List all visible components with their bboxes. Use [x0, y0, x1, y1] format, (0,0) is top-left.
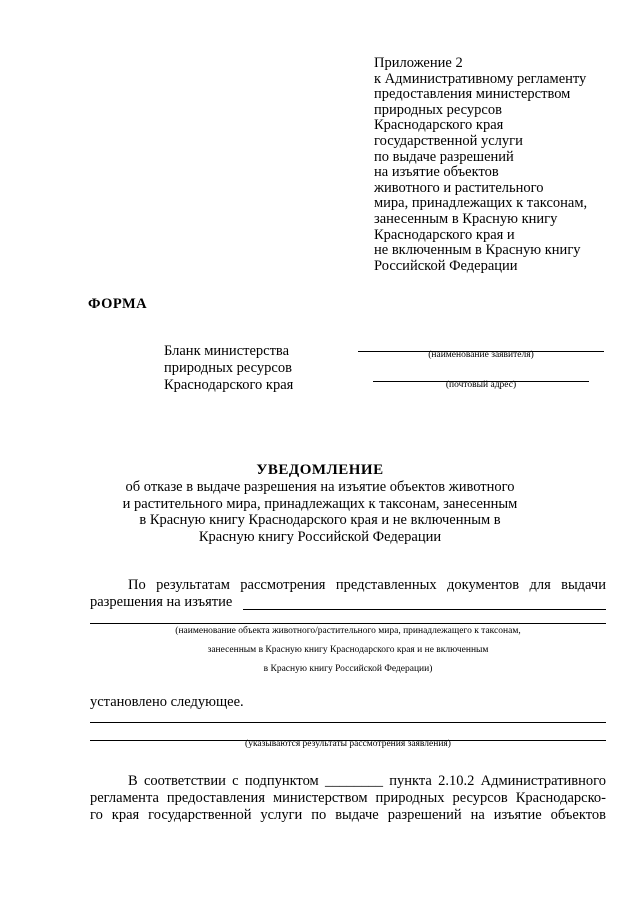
word: регламента [90, 790, 159, 806]
notice-subtitle-line: в Красную книгу Краснодарского края и не включенным в [139, 512, 501, 528]
appendix-line: занесенным в Красную книгу [374, 210, 558, 227]
appendix-line: Краснодарского края и [374, 226, 515, 243]
word: документов [447, 577, 520, 593]
word: подпунктом [244, 773, 319, 789]
appendix-line: мира, принадлежащих к таксонам, [374, 195, 588, 212]
appendix-block [374, 56, 587, 274]
letterhead-line: природных ресурсов [164, 360, 292, 376]
notice-subtitle-line: об отказе в выдаче разрешения на изъятие объектов животного [125, 479, 515, 495]
results-line-1 [90, 722, 606, 723]
word: по [311, 807, 327, 823]
word: объектов [550, 807, 606, 823]
paragraph-2-line-1 [128, 773, 606, 790]
letterhead-block [164, 343, 293, 394]
word: министерством [272, 790, 368, 806]
appendix-line: Приложение 2 [374, 55, 463, 71]
word: выдаче [335, 807, 379, 823]
appendix-line: к Административному регламенту [374, 70, 587, 87]
word: Краснодарско- [515, 790, 606, 806]
word: рассмотрения [240, 577, 326, 593]
word: разрешений [387, 807, 462, 823]
results-caption: (указываются результаты рассмотрения заявления) [245, 739, 451, 749]
paragraph-1-line-1 [128, 577, 606, 594]
notice-title: УВЕДОМЛЕНИЕ [256, 462, 384, 478]
appendix-line: природных ресурсов [374, 101, 502, 118]
appendix-line: предоставления министерством [374, 86, 571, 103]
object-name-caption [90, 622, 606, 679]
appendix-line: Краснодарского края [374, 117, 504, 134]
appendix-line: животного и растительного [374, 179, 544, 196]
word: соответствии [143, 773, 226, 789]
established-text: установлено следующее. [90, 694, 244, 710]
word: края [111, 807, 140, 823]
appendix-line: Российской Федерации [374, 257, 518, 274]
word: ________ [325, 773, 383, 789]
word: предоставления [166, 790, 265, 806]
appendix-line: государственной услуги [374, 132, 523, 149]
word: пункта [389, 773, 432, 789]
notice-subtitle-line: и растительного мира, принадлежащих к таксонам, занесенным [122, 495, 518, 512]
word: По [128, 577, 146, 593]
word: для [529, 577, 551, 593]
paragraph-2-line-3 [90, 807, 606, 824]
word: результатам [156, 577, 230, 593]
word: В [128, 773, 138, 789]
word: на [470, 807, 485, 823]
word: представленных [335, 577, 437, 593]
word: выдачи [561, 577, 606, 593]
caption-line: занесенным в Красную книгу Краснодарского края и не включенным [207, 645, 489, 655]
object-name-line-1 [243, 609, 606, 610]
letterhead-line: Бланк министерства [164, 343, 290, 359]
appendix-line: по выдаче разрешений [374, 148, 514, 165]
word: государственной [148, 807, 252, 823]
applicant-name-caption: (наименование заявителя) [428, 350, 534, 360]
address-caption: (почтовый адрес) [445, 380, 517, 390]
word: услуги [260, 807, 303, 823]
form-label: ФОРМА [88, 296, 148, 312]
appendix-line: не включенным в Красную книгу [374, 242, 581, 259]
word: ресурсов [452, 790, 508, 806]
caption-line: в Красную книгу Российской Федерации) [263, 664, 433, 674]
notice-subtitle [0, 479, 640, 545]
word: природных [375, 790, 445, 806]
paragraph-1-line-2: разрешения на изъятие [90, 594, 233, 610]
word: 2.10.2 [438, 773, 475, 789]
appendix-line: на изъятие объектов [374, 164, 499, 181]
paragraph-2-line-2 [90, 790, 606, 807]
caption-line: (наименование объекта животного/растительного мира, принадлежащего к таксонам, [175, 626, 521, 636]
word: изъятие [493, 807, 542, 823]
word: с [232, 773, 239, 789]
word: го [90, 807, 103, 823]
notice-subtitle-line: Красную книгу Российской Федерации [198, 528, 442, 545]
letterhead-line: Краснодарского края [164, 377, 294, 393]
word: Административного [480, 773, 606, 789]
